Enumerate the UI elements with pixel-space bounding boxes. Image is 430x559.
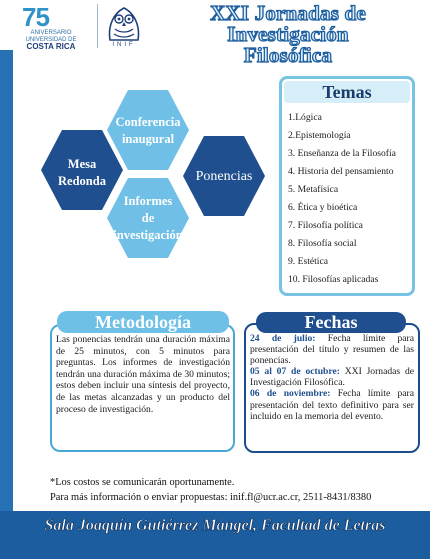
temas-title: Temas [284, 81, 410, 103]
fecha-description: XXI Jornadas de Investigación Filosófica. [250, 366, 414, 389]
owl-icon [100, 2, 148, 42]
inif-logo-text: INIF [112, 42, 136, 48]
temas-panel [279, 76, 415, 296]
tema-item: 9. Estética [288, 256, 328, 267]
tema-item: 5. Metafísica [288, 184, 339, 195]
fechas-title: Fechas [256, 312, 406, 333]
hex-informes-line3: investigación [113, 228, 183, 242]
hex-conferencia-label [107, 114, 189, 148]
hex-mesa-line1: Mesa [67, 157, 97, 171]
hex-conferencia-line1: Conferencia [115, 115, 181, 129]
fechas-text [250, 333, 414, 422]
hex-mesa-label [41, 156, 123, 190]
hex-informes-line2: de [141, 211, 155, 225]
metodologia-title: Metodología [57, 311, 229, 333]
left-accent-stripe [0, 50, 13, 559]
metodologia-text: Las ponencias tendrán una duración máxima de 25 minutos, con 5 minutos para preguntas. Los informes de investigación tendrán una duración máxima de 30 minutos; estos deben incluir una síntesis del proyecto, de las metas alcanzadas y un producto del proceso de investigación. [56, 334, 230, 415]
ucr-logo [4, 2, 96, 52]
poster-title-line1: XXI Jornadas de Investigación [210, 1, 366, 46]
ucr-logo-line1: ANIVERSARIO [30, 30, 72, 36]
hex-mesa-line2: Redonda [58, 174, 106, 188]
activities-hexagons [40, 90, 285, 270]
tema-item: 10. Filosofías aplicadas [288, 274, 379, 285]
fecha-description: Fecha límite para presentación del título y resumen de las ponencias. [250, 333, 414, 367]
hex-informes-label [107, 193, 189, 244]
hex-conferencia-line2: inaugural [121, 132, 175, 146]
fecha-date: 06 de noviembre: [250, 388, 331, 400]
fecha-date: 24 de julio: [250, 333, 316, 344]
tema-item: 1.Lógica [288, 112, 322, 123]
fecha-date: 05 al 07 de octubre: [250, 366, 340, 378]
hex-informes-line1: Informes [123, 194, 173, 208]
contact-info: Para más información o enviar propuestas: inif.fl@ucr.ac.cr, 2511-8431/8380 [50, 492, 372, 503]
ucr-logo-brand: COSTA RICA [26, 42, 76, 51]
tema-item: 3. Enseñanza de la Filosofía [288, 148, 396, 159]
tema-item: 4. Historia del pensamiento [288, 166, 394, 177]
tema-item: 8. Filosofía social [288, 238, 357, 249]
poster-title [150, 3, 426, 66]
hex-ponencias-line1: Ponencias [195, 169, 253, 184]
costos-note: *Los costos se comunicarán oportunamente. [50, 477, 235, 488]
ucr-logo-line2: UNIVERSIDAD DE [25, 37, 77, 43]
fecha-description: Fecha límite para presentación del texto definitivo para ser incluido en la memoria del evento. [250, 388, 414, 422]
footer-location: Sala Joaquín Gutiérrez Mangel, Facultad de Letras [44, 517, 386, 534]
poster-title-line2: Filosófica [243, 43, 333, 67]
temas-list [288, 109, 412, 289]
tema-item: 2.Epistemología [288, 130, 351, 141]
tema-item: 6. Ética y bioética [288, 202, 358, 213]
hex-ponencias-label [183, 168, 265, 185]
inif-logo [100, 2, 148, 52]
tema-item: 7. Filosofía política [288, 220, 363, 231]
logo-divider [97, 4, 98, 48]
ucr-logo-number: 75 [22, 2, 49, 32]
